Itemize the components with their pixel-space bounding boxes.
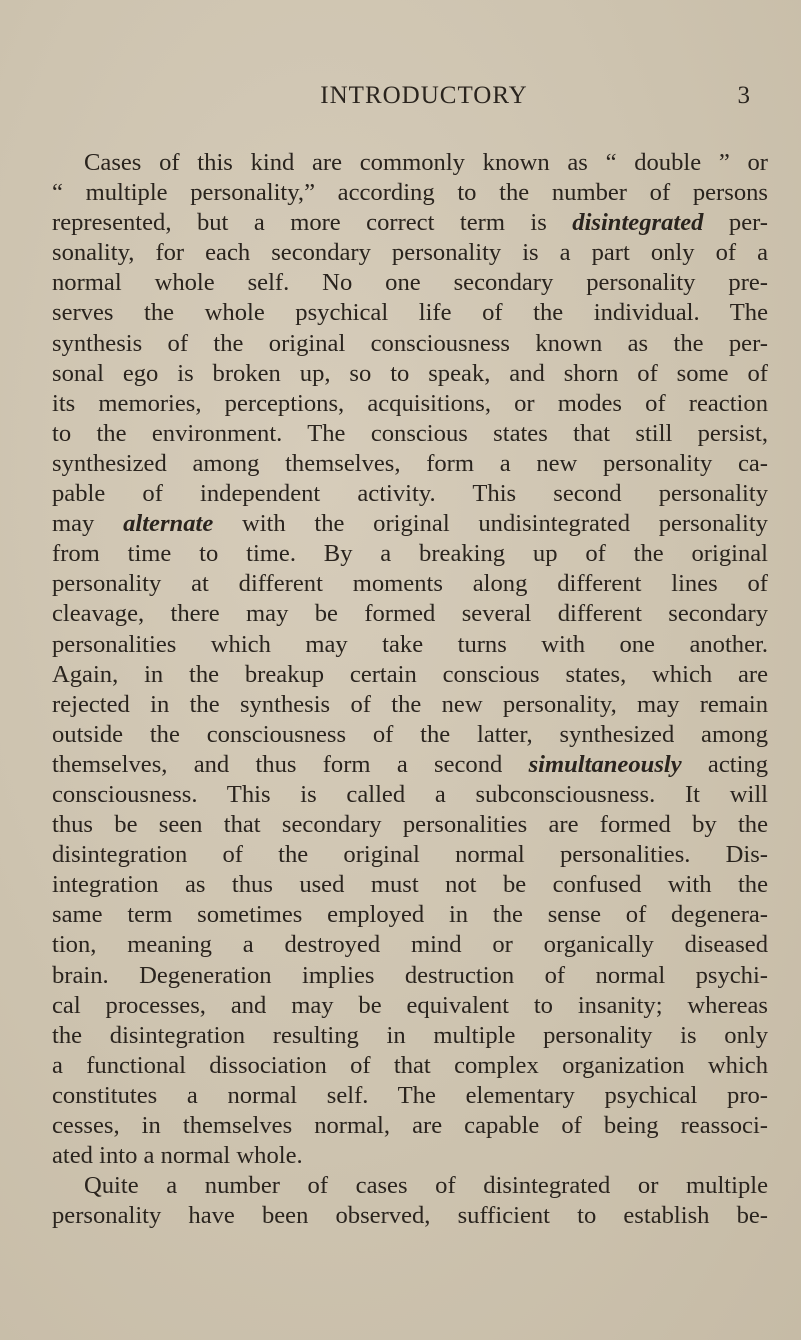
text-line [52, 599, 768, 629]
text-segment: Cases of this kind are commonly known as “ double ” or [84, 149, 768, 176]
text-line [52, 1141, 768, 1171]
text-segment: same term sometimes employed in the sense of degenera- [52, 901, 768, 929]
text-segment: personality at different moments along different lines of [52, 570, 768, 598]
text-segment: Again, in the breakup certain conscious states, which are [52, 660, 768, 688]
text-line [52, 1021, 768, 1051]
text-line [52, 1201, 768, 1231]
text-segment: synthesized among themselves, form a new personality ca- [52, 449, 768, 477]
body-text [52, 148, 768, 1231]
text-line [52, 208, 768, 238]
text-segment: tion, meaning a destroyed mind or organically diseased [52, 931, 768, 959]
text-segment: integration as thus used must not be confused with the [52, 871, 768, 899]
text-segment: pable of independent activity. This second personality [52, 480, 768, 508]
text-line [52, 238, 768, 268]
emphasized-word: simultaneously [528, 750, 682, 778]
text-line [52, 991, 768, 1021]
text-segment: cesses, in themselves normal, are capable of being reassoci- [52, 1112, 768, 1139]
text-segment: serves the whole psychical life of the individual. The [52, 299, 768, 327]
text-line [52, 298, 768, 328]
text-line [52, 690, 768, 720]
text-segment: outside the consciousness of the latter, synthesized among [52, 720, 768, 748]
text-segment: thus be seen that secondary personalities are formed by the [52, 811, 768, 839]
text-segment: acting [681, 750, 769, 778]
text-line [52, 840, 768, 870]
text-line [52, 178, 768, 208]
running-title: INTRODUCTORY [320, 82, 528, 109]
text-segment: from time to time. By a breaking up of the original [52, 540, 768, 568]
page-number: 3 [737, 82, 750, 109]
text-line [52, 630, 768, 660]
text-line [52, 359, 768, 389]
text-segment: with the original undisintegrated personality [213, 510, 768, 538]
text-line [52, 1171, 768, 1201]
text-segment: the disintegration resulting in multiple personality is only [52, 1021, 768, 1049]
text-line [52, 810, 768, 840]
text-segment: sonal ego is broken up, so to speak, and shorn of some of [52, 359, 768, 387]
text-line [52, 720, 768, 750]
text-line [52, 1051, 768, 1081]
text-line [52, 870, 768, 900]
text-line [52, 419, 768, 449]
text-segment: constitutes a normal self. The elementary psychical pro- [52, 1081, 768, 1109]
text-segment: “ multiple personality,” according to the number of persons [52, 179, 768, 207]
text-line [52, 329, 768, 359]
text-line [52, 569, 768, 599]
text-segment: Quite a number of cases of disintegrated or multiple [84, 1172, 768, 1200]
text-segment: consciousness. This is called a subconsciousness. It will [52, 780, 768, 808]
text-segment: disintegration of the original normal personalities. Dis- [52, 841, 768, 869]
text-segment: normal whole self. No one secondary personality pre- [52, 269, 768, 297]
text-segment: cleavage, there may be formed several different secondary [52, 600, 768, 628]
text-segment: rejected in the synthesis of the new personality, may remain [52, 690, 768, 718]
text-segment: cal processes, and may be equivalent to insanity; whereas [52, 991, 768, 1019]
text-line [52, 449, 768, 479]
text-segment: per- [703, 209, 768, 237]
text-line [52, 539, 768, 569]
text-segment: may [52, 510, 124, 538]
text-line [52, 509, 768, 539]
text-line [52, 389, 768, 419]
text-line [52, 961, 768, 991]
text-line [52, 1111, 768, 1141]
text-line [52, 750, 768, 780]
text-segment: personality have been observed, sufficient to establish be- [52, 1202, 768, 1230]
text-line [52, 1081, 768, 1111]
text-line [52, 148, 768, 178]
text-line [52, 268, 768, 298]
text-segment: to the environment. The conscious states that still persist, [52, 419, 768, 447]
text-segment: ated into a normal whole. [52, 1142, 303, 1170]
text-segment: synthesis of the original consciousness known as the per- [52, 329, 768, 357]
text-line [52, 660, 768, 690]
emphasized-word: disintegrated [572, 209, 704, 237]
text-segment: personalities which may take turns with one another. [52, 630, 768, 658]
running-head [60, 82, 750, 122]
emphasized-word: alternate [123, 510, 214, 538]
text-line [52, 900, 768, 930]
text-segment: sonality, for each secondary personality is a part only of a [52, 239, 768, 267]
text-segment: represented, but a more correct term is [52, 209, 573, 237]
text-segment: brain. Degeneration implies destruction of normal psychi- [52, 961, 768, 989]
text-line [52, 930, 768, 960]
text-line [52, 780, 768, 810]
text-segment: themselves, and thus form a second [52, 750, 529, 778]
text-segment: its memories, perceptions, acquisitions, or modes of reaction [52, 389, 768, 417]
text-line [52, 479, 768, 509]
text-segment: a functional dissociation of that complex organization which [52, 1051, 768, 1079]
